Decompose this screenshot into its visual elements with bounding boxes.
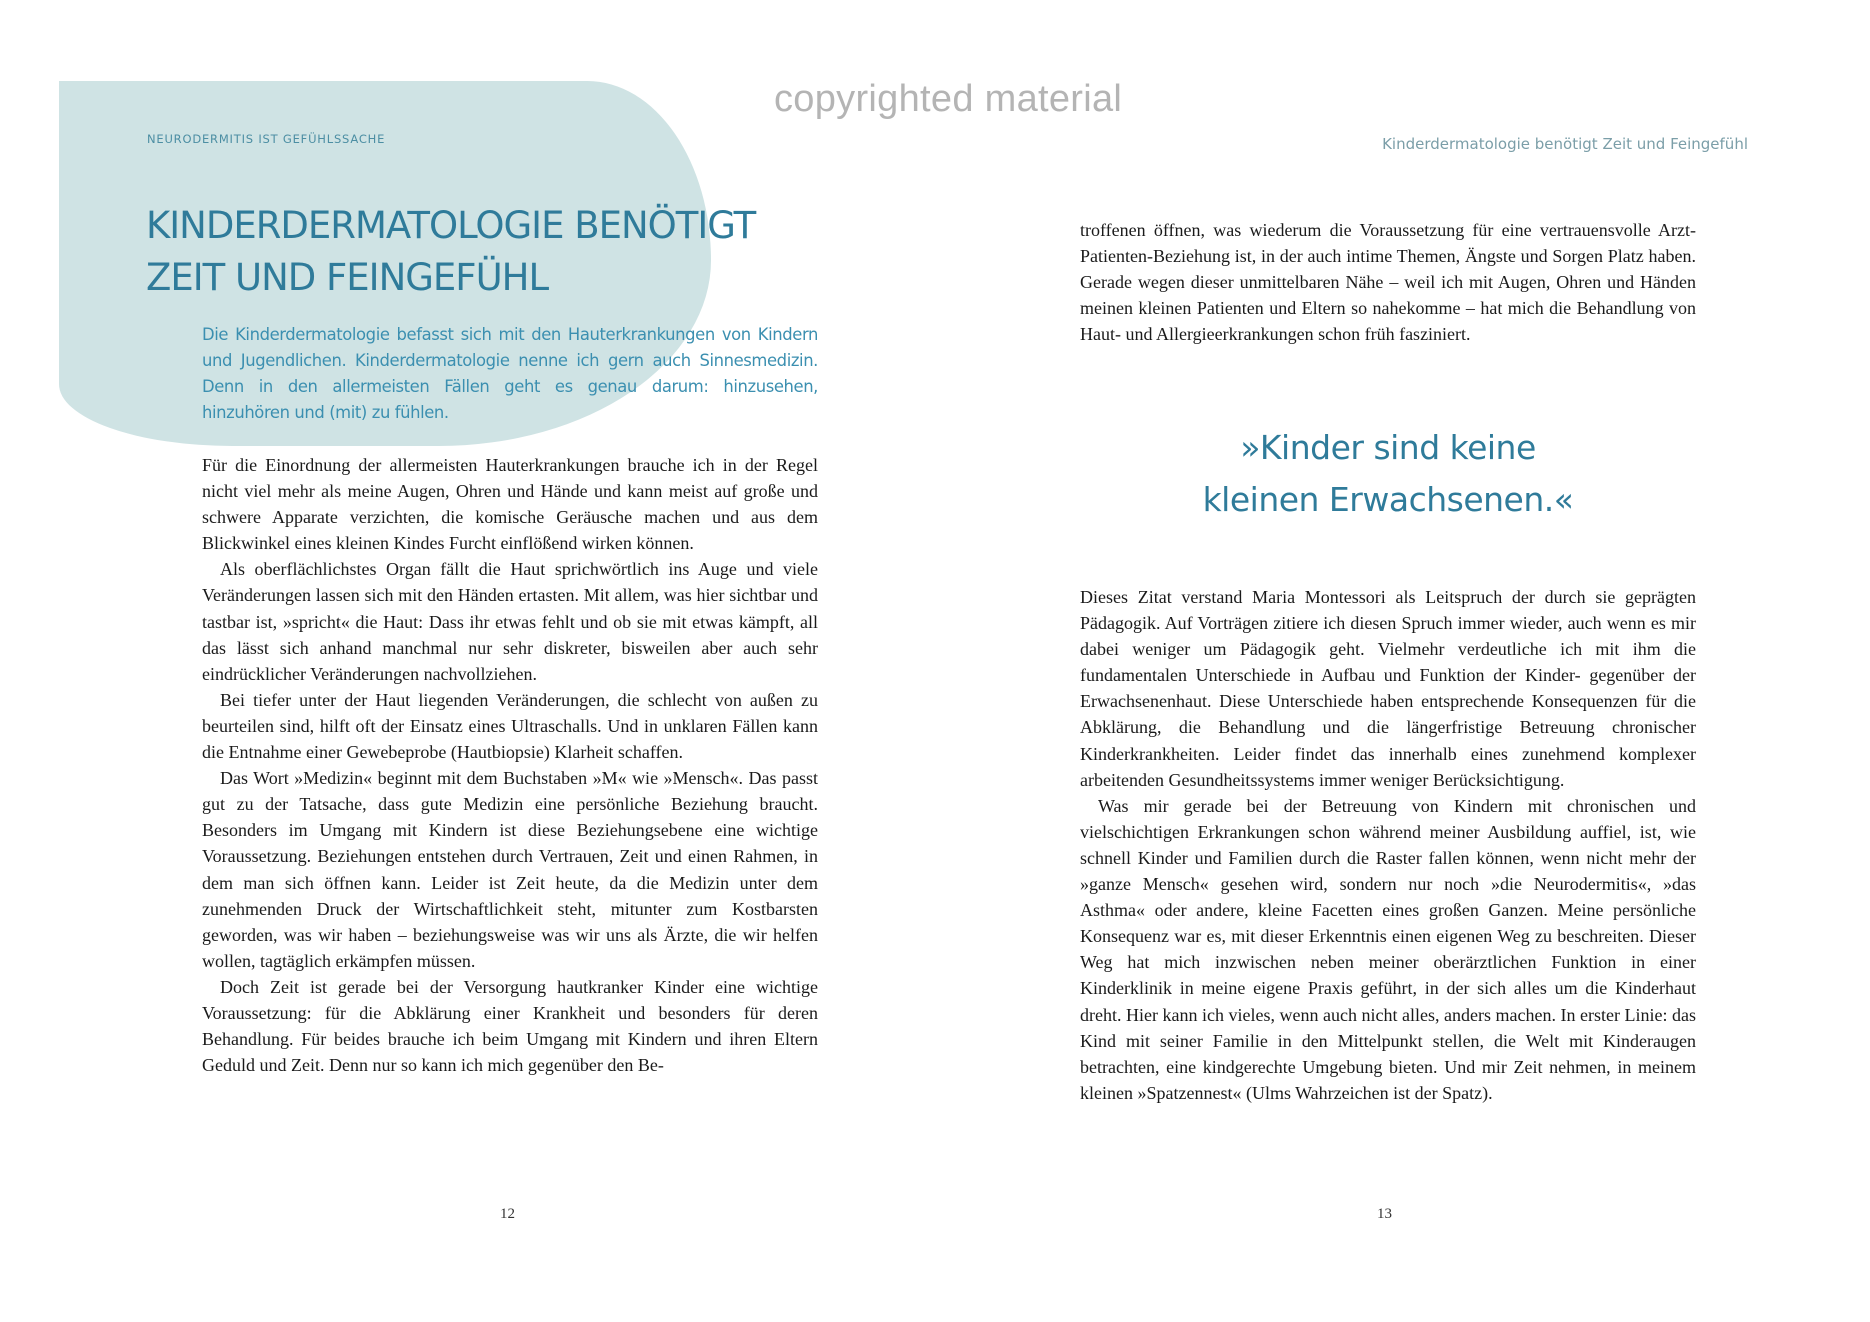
left-body-text [202,452,818,1078]
page-number-right: 13 [1377,1206,1392,1222]
right-body-text-top [1080,217,1696,347]
right-body-text-bottom [1080,584,1696,1106]
watermark: copyrighted material [774,78,1123,120]
body-paragraph: Was mir gerade bei der Betreuung von Kindern mit chronischen und vielschichtigen Erkrankungen schon während meiner Ausbildung auffiel, ist, wie schnell Kinder und Familien durch die Raster fallen können, wenn nicht mehr der »ganze Mensch« gesehen wird, sondern nur noch »die Neurodermitis«, »das Asthma« oder andere, kleine Facetten eines großen Ganzen. Meine persönliche Konsequenz war es, mit dieser Erkenntnis einen eigenen Weg zu beschreiten. Dieser Weg hat mich inzwischen neben meiner oberärztlichen Funktion in einer Kinderklinik in meine eigene Praxis geführt, in der sich alles um die Kinderhaut dreht. Hier kann ich vieles, wenn auch nicht alles, anders machen. In erster Linie: das Kind mit seiner Familie in den Mittelpunkt stellen, die Welt mit Kinderaugen betrachten, eine kindgerechte Umgebung bieten. Und mir Zeit nehmen, in meinem kleinen »Spatzennest« (Ulms Wahrzeichen ist der Spatz). [1080,795,1696,1103]
page-number-left: 12 [500,1206,515,1222]
body-paragraph: Doch Zeit ist gerade bei der Versorgung hautkranker Kinder eine wichtige Voraussetzung: für die Abklärung einer Krankheit und besonders für deren Behandlung. Für beides brauche ich beim Umgang mit Kindern und ihren Eltern Geduld und Zeit. Denn nur so kann ich mich gegenüber den Be- [202,976,818,1076]
chapter-title [146,200,786,304]
body-paragraph: Dieses Zitat verstand Maria Montessori als Leitspruch der durch sie geprägten Pädagogik. Auf Vorträgen zitiere ich diesen Spruch immer wieder, auch wenn es mir dabei weniger um Pädagogik geht. Vielmehr verdeutliche ich mit ihm die fundamentalen Unterschiede in Aufbau und Funktion der Kinder- gegenüber der Erwachsenenhaut. Diese Unterschiede haben entsprechende Konsequenzen für die Abklärung, die Behandlung und die längerfristige Betreuung chronischer Kinderkrankheiten. Leider findet das innerhalb eines zunehmend komplexer arbeitenden Gesundheitssystems immer weniger Berücksichtigung. [1080,587,1696,790]
body-paragraph: troffenen öffnen, was wiederum die Voraussetzung für eine vertrauensvolle Arzt-Patienten-Beziehung ist, in der auch intime Themen, Ängste und Sorgen Platz haben. Gerade wegen dieser unmittelbaren Nähe – weil ich mit Augen, Ohren und Händen meinen kleinen Patienten und Eltern so nahekomme – hat mich die Behandlung von Haut- und Allergieerkrankungen schon früh fasziniert. [1080,220,1696,345]
lead-paragraph: Die Kinderdermatologie befasst sich mit den Hauterkrankungen von Kindern und Jugendlichen. Kinderdermatologie nenne ich gern auch Sinnesmedizin. Denn in den allermeisten Fällen geht es genau darum: hinzusehen, hinzuhören und (mit) zu fühlen. [202,325,818,422]
body-paragraph: Für die Einordnung der allermeisten Hauterkrankungen brauche ich in der Regel nicht viel mehr als meine Augen, Ohren und Hände und kann meist auf große und schwere Apparate verzichten, die komische Geräusche machen und aus dem Blickwinkel eines kleinen Kindes Furcht einflößend wirken können. [202,455,818,554]
running-head-left: NEURODERMITIS IST GEFÜHLSSACHE [147,132,386,146]
body-paragraph: Als oberflächlichstes Organ fällt die Haut sprichwörtlich ins Auge und viele Veränderungen lassen sich mit den Händen ertasten. Mit allem, was hier sichtbar und tastbar ist, »spricht« die Haut: Dass ihr etwas fehlt und ob sie mit etwas kämpft, all das lässt sich anhand manchmal nur sehr diskreter, bisweilen aber auch sehr eindrücklicher Veränderungen nachvollziehen. [202,559,818,684]
body-paragraph: Bei tiefer unter der Haut liegenden Veränderungen, die schlecht von außen zu beurteilen sind, hilft oft der Einsatz eines Ultraschalls. Und in unklaren Fällen kann die Entnahme einer Gewebeprobe (Hautbiopsie) Klarheit schaffen. [202,689,818,763]
pull-quote-line-1: »Kinder sind keine [1240,428,1536,467]
chapter-title-line-2: ZEIT UND FEINGEFÜHL [146,256,549,299]
pull-quote [1080,422,1696,526]
pull-quote-line-2: kleinen Erwachsenen.« [1202,480,1574,519]
body-paragraph: Das Wort »Medizin« beginnt mit dem Buchstaben »M« wie »Mensch«. Das passt gut zu der Tatsache, dass gute Medizin eine persönliche Beziehung braucht. Besonders im Umgang mit Kindern ist diese Beziehungsebene eine wichtige Voraussetzung. Beziehungen entstehen durch Vertrauen, Zeit und einen Rahmen, in dem man sich öffnen kann. Leider ist Zeit heute, da die Medizin unter dem zunehmenden Druck der Wirtschaftlichkeit steht, mitunter zum Kostbarsten geworden, was wir haben – beziehungsweise was wir uns als Ärzte, die wir helfen wollen, tagtäglich erkämpfen müssen. [202,768,818,971]
running-head-right: Kinderdermatologie benötigt Zeit und Feingefühl [1382,135,1748,153]
chapter-title-line-1: KINDERDERMATOLOGIE BENÖTIGT [146,204,756,247]
